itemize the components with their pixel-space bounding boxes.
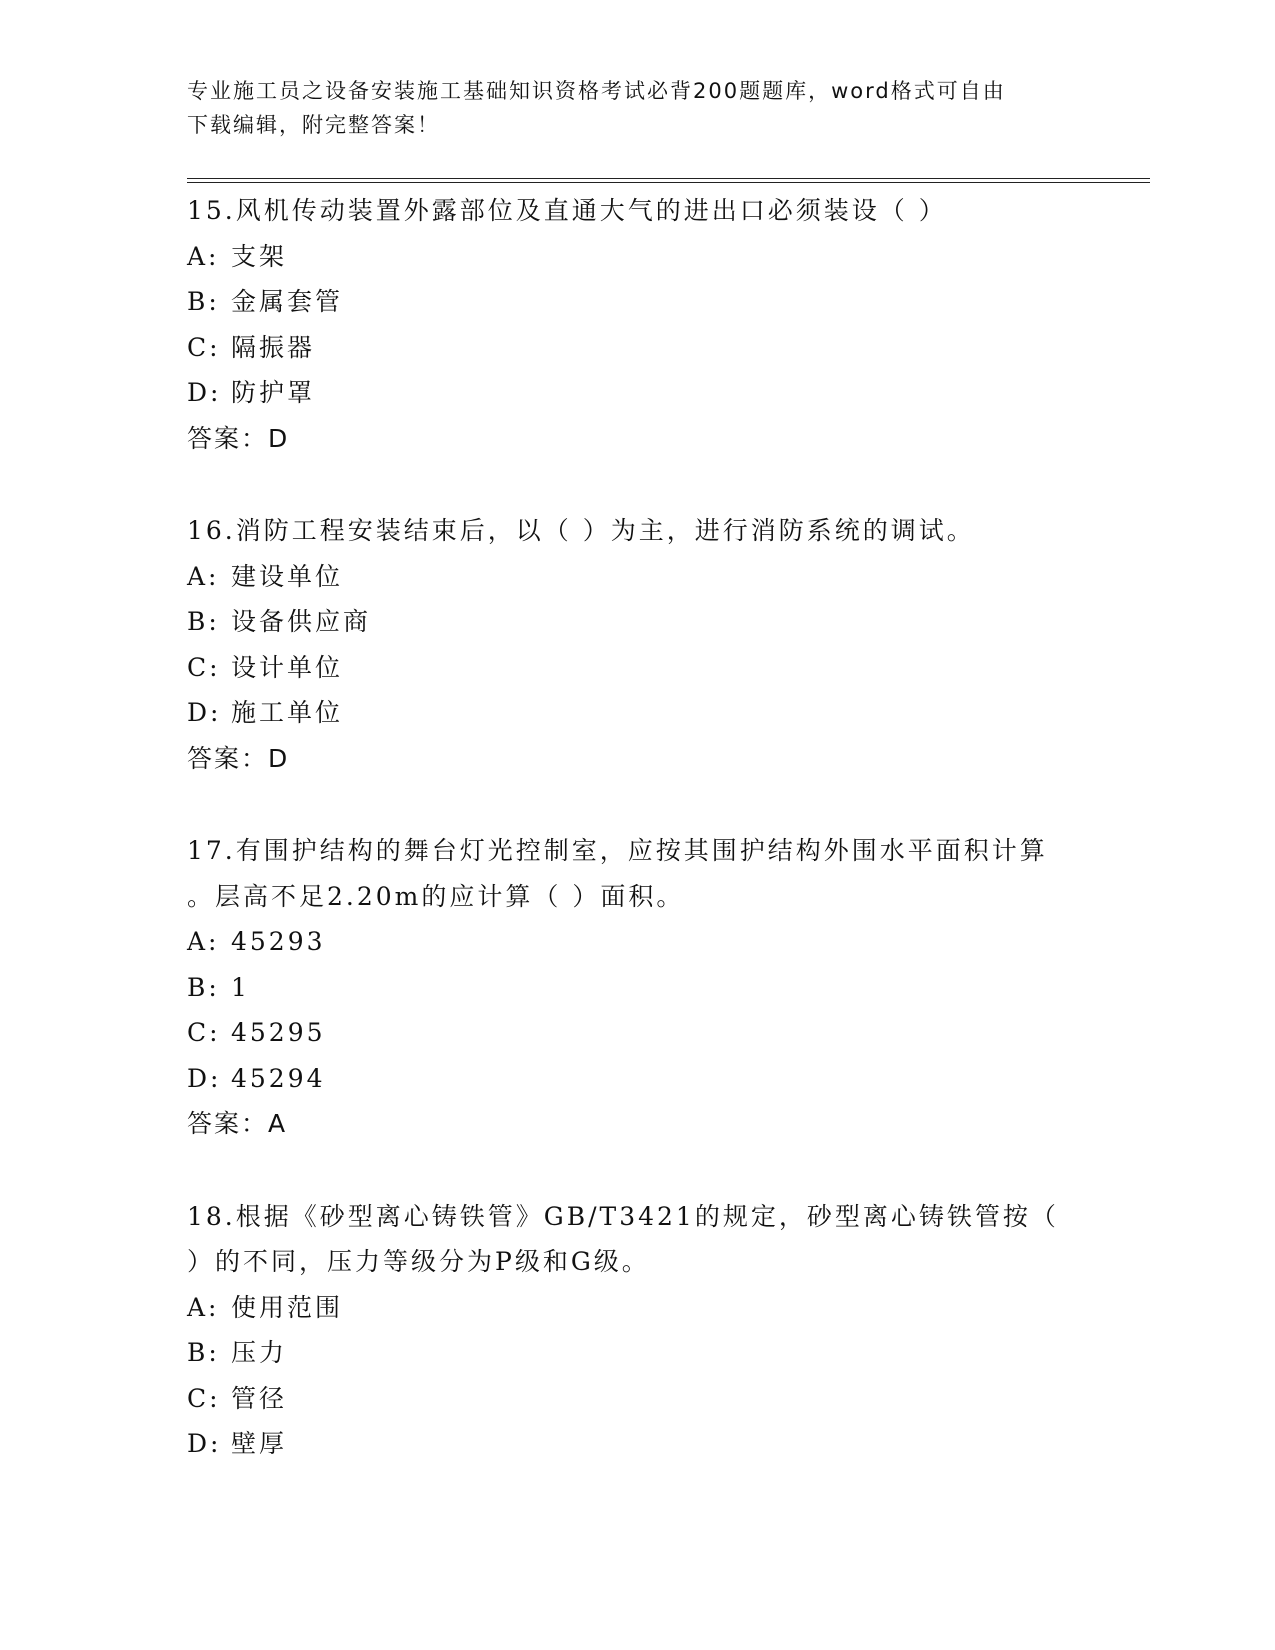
question-block	[187, 1194, 1087, 1467]
option-text: 壁厚	[231, 1429, 288, 1458]
question-stem-line: 15.风机传动装置外露部位及直通大气的进出口必须装设（ ）	[187, 196, 947, 225]
option-key: C:	[187, 332, 221, 362]
option-key: A:	[187, 1292, 220, 1322]
option-key: B:	[187, 287, 220, 316]
option-key: D:	[187, 1429, 222, 1458]
option-row	[187, 690, 1087, 736]
option-text: 45293	[231, 927, 326, 956]
question-block	[187, 188, 1087, 461]
option-text: 隔振器	[231, 332, 316, 362]
option-row	[187, 1421, 1087, 1467]
option-row	[187, 645, 1087, 691]
question-stem	[187, 508, 1087, 554]
option-text: 设备供应商	[231, 607, 372, 636]
option-key: D:	[187, 698, 222, 727]
question-stem-line: 。层高不足2.20m的应计算（ ）面积。	[187, 881, 685, 911]
option-key: A:	[187, 561, 220, 591]
option-text: 设计单位	[231, 652, 344, 682]
header-line-2: 下载编辑，附完整答案！	[187, 113, 440, 137]
option-row	[187, 325, 1087, 371]
question-stem-line: 17.有围护结构的舞台灯光控制室，应按其围护结构外围水平面积计算	[187, 836, 1048, 865]
option-key: B:	[187, 1338, 220, 1367]
option-row	[187, 554, 1087, 600]
option-row	[187, 234, 1087, 280]
option-text: 使用范围	[231, 1292, 344, 1322]
option-row	[187, 919, 1087, 965]
question-stem-line: 18.根据《砂型离心铸铁管》GB/T3421的规定，砂型离心铸铁管按（	[187, 1201, 1059, 1231]
option-text: 管径	[231, 1383, 288, 1413]
option-text: 支架	[231, 241, 288, 271]
option-text: 金属套管	[231, 287, 344, 316]
document-header	[187, 74, 1087, 142]
option-key: B:	[187, 972, 220, 1002]
option-key: B:	[187, 607, 220, 636]
header-line-1: 专业施工员之设备安装施工基础知识资格考试必背200题题库，word格式可自由	[187, 79, 1006, 103]
option-key: A:	[187, 927, 220, 956]
answer-label: 答案：A	[187, 1109, 288, 1138]
question-stem-line: 16.消防工程安装结束后，以（ ）为主，进行消防系统的调试。	[187, 516, 975, 545]
option-key: D:	[187, 378, 222, 407]
option-text: 防护罩	[231, 378, 316, 407]
option-text: 压力	[231, 1338, 288, 1367]
option-row	[187, 965, 1087, 1011]
header-divider-bottom	[187, 182, 1150, 183]
option-row	[187, 1285, 1087, 1331]
option-text: 1	[231, 972, 250, 1002]
option-key: C:	[187, 1383, 221, 1413]
question-stem	[187, 828, 1087, 919]
question-block	[187, 508, 1087, 781]
option-key: C:	[187, 652, 221, 682]
option-row	[187, 1056, 1087, 1102]
option-row	[187, 1330, 1087, 1376]
answer-label: 答案：D	[187, 743, 290, 773]
question-block	[187, 828, 1087, 1147]
option-text: 施工单位	[231, 698, 344, 727]
question-stem-line: ）的不同，压力等级分为P级和G级。	[187, 1247, 650, 1276]
option-row	[187, 1010, 1087, 1056]
header-divider-top	[187, 178, 1150, 179]
answer-label: 答案：D	[187, 423, 290, 453]
question-stem	[187, 1194, 1087, 1285]
option-text: 45294	[231, 1063, 326, 1093]
option-row	[187, 1376, 1087, 1422]
question-stem	[187, 188, 1087, 234]
option-key: A:	[187, 241, 220, 271]
option-row	[187, 599, 1087, 645]
option-key: D:	[187, 1063, 222, 1093]
option-text: 45295	[231, 1018, 326, 1047]
option-text: 建设单位	[231, 561, 344, 591]
question-list	[187, 188, 1087, 1514]
option-key: C:	[187, 1018, 221, 1047]
option-row	[187, 370, 1087, 416]
option-row	[187, 279, 1087, 325]
